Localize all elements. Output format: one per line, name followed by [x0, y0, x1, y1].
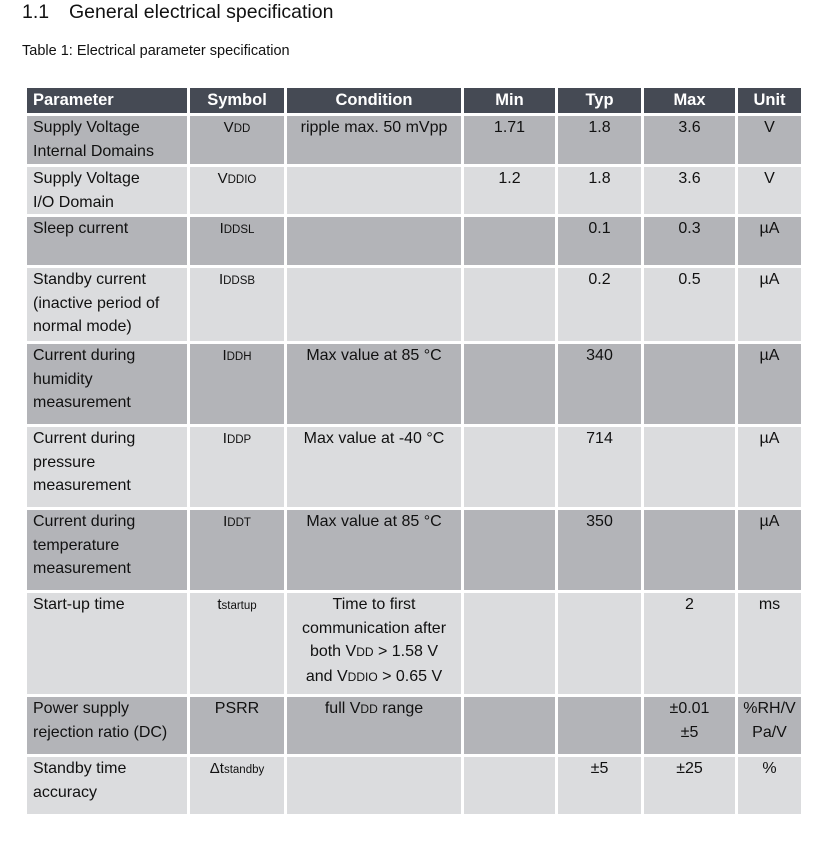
cell-line: (inactive period of: [33, 294, 160, 312]
symbol-main: I: [223, 513, 228, 530]
cell-line: Standby time: [33, 760, 127, 777]
parameter-cell: [27, 757, 187, 814]
parameter-cell: [27, 217, 187, 265]
table-row: [27, 510, 801, 590]
symbol-main: I: [222, 347, 227, 364]
unit-cell: [738, 697, 801, 754]
cell-line: Standby current: [33, 271, 146, 288]
typ-cell: 0.1: [558, 217, 641, 265]
condition-cell: [287, 217, 461, 265]
typ-cell: 1.8: [558, 167, 641, 214]
condition-cell: [287, 344, 461, 424]
symbol-subscript: DDP: [226, 434, 252, 446]
typ-cell: ±5: [558, 757, 641, 814]
min-cell: [464, 268, 555, 341]
min-cell: 1.71: [464, 116, 555, 164]
cell-line: ripple max. 50 mVpp: [300, 119, 448, 136]
header-parameter: Parameter: [27, 88, 187, 113]
cell-line: Pa/V: [752, 723, 787, 741]
symbol-subscript: DDT: [227, 517, 251, 529]
cell-line: Supply Voltage: [33, 119, 140, 136]
unit-cell: [738, 217, 801, 265]
max-cell: [644, 757, 735, 814]
parameter-cell: [27, 593, 187, 694]
unit-cell: [738, 344, 801, 424]
min-cell: [464, 217, 555, 265]
cell-line: 0.5: [678, 271, 701, 288]
section-heading: [22, 1, 333, 24]
cell-line: 0.3: [678, 220, 701, 237]
parameter-cell: [27, 697, 187, 754]
symbol-subscript: DDH: [226, 351, 252, 363]
parameter-cell: [27, 116, 187, 164]
max-cell: [644, 344, 735, 424]
cell-line: V: [764, 170, 775, 187]
symbol-main: Δt: [209, 760, 224, 777]
cell-line: ±5: [680, 723, 699, 741]
cell-line: Current during: [33, 347, 136, 364]
header-min: Min: [464, 88, 555, 113]
symbol-subscript: DD: [233, 123, 251, 135]
cell-line: Start-up time: [33, 596, 125, 613]
cell-line: ±25: [676, 760, 703, 777]
symbol-cell: [190, 344, 284, 424]
cell-line: µA: [759, 271, 780, 288]
cell-line: ±0.01: [669, 700, 710, 717]
condition-cell: [287, 116, 461, 164]
condition-cell: [287, 510, 461, 590]
symbol-subscript: DDSB: [223, 275, 256, 287]
symbol-cell: [190, 167, 284, 214]
unit-cell: [738, 593, 801, 694]
unit-cell: [738, 510, 801, 590]
table-row: [27, 344, 801, 424]
unit-cell: [738, 268, 801, 341]
header-unit: Unit: [738, 88, 801, 113]
cell-line: accuracy: [33, 783, 98, 801]
min-cell: [464, 593, 555, 694]
condition-cell: [287, 757, 461, 814]
cell-line: µA: [759, 513, 780, 530]
cell-line: normal mode): [33, 318, 132, 335]
cell-line: humidity: [33, 370, 93, 388]
max-cell: [644, 697, 735, 754]
table-row: [27, 167, 801, 214]
cell-line: Max value at -40 °C: [303, 430, 445, 447]
header-condition: Condition: [287, 88, 461, 113]
cell-line: measurement: [33, 394, 131, 411]
condition-cell: [287, 593, 461, 694]
header-symbol: Symbol: [190, 88, 284, 113]
table-row: [27, 217, 801, 265]
typ-cell: 0.2: [558, 268, 641, 341]
table-row: [27, 116, 801, 164]
header-max: Max: [644, 88, 735, 113]
unit-cell: [738, 167, 801, 214]
symbol-cell: [190, 593, 284, 694]
cell-line: V: [764, 119, 775, 136]
cell-line: communication after: [301, 619, 447, 637]
min-cell: [464, 697, 555, 754]
cell-line: %RH/V: [743, 700, 796, 717]
max-cell: [644, 116, 735, 164]
cell-line: Supply Voltage: [33, 170, 140, 187]
condition-cell: [287, 697, 461, 754]
electrical-spec-table: [24, 85, 804, 817]
cell-line: Internal Domains: [33, 142, 154, 160]
symbol-cell: [190, 116, 284, 164]
table-row: [27, 697, 801, 754]
cell-line: 3.6: [678, 119, 701, 136]
cell-line: measurement: [33, 477, 131, 494]
parameter-cell: [27, 510, 187, 590]
min-cell: [464, 427, 555, 507]
cell-line: temperature: [33, 536, 120, 554]
section-number: 1.1: [22, 1, 50, 23]
min-cell: [464, 344, 555, 424]
max-cell: [644, 593, 735, 694]
table-row: [27, 593, 801, 694]
symbol-subscript: startup: [221, 600, 257, 612]
cell-line: Max value at 85 °C: [306, 513, 442, 530]
cell-line: ms: [758, 596, 781, 613]
symbol-main: PSRR: [214, 700, 260, 717]
cell-line: Sleep current: [33, 220, 129, 237]
header-typ: Typ: [558, 88, 641, 113]
min-cell: 1.2: [464, 167, 555, 214]
symbol-main: V: [217, 170, 228, 187]
cell-line: full VDD range: [324, 700, 424, 717]
table-row: [27, 757, 801, 814]
table-row: [27, 268, 801, 341]
symbol-main: t: [217, 596, 222, 613]
cell-line: %: [762, 760, 777, 777]
symbol-cell: [190, 757, 284, 814]
cell-line: measurement: [33, 560, 131, 577]
symbol-subscript: DDIO: [227, 174, 257, 186]
cell-line: I/O Domain: [33, 193, 114, 211]
condition-cell: [287, 167, 461, 214]
cell-line: Power supply: [33, 700, 130, 717]
parameter-cell: [27, 268, 187, 341]
unit-cell: [738, 427, 801, 507]
max-cell: [644, 268, 735, 341]
parameter-cell: [27, 344, 187, 424]
cell-line: Time to first: [332, 596, 416, 613]
symbol-cell: [190, 217, 284, 265]
symbol-main: V: [223, 119, 234, 136]
symbol-cell: [190, 268, 284, 341]
cell-line: pressure: [33, 453, 96, 471]
symbol-subscript: standby: [223, 764, 265, 776]
symbol-main: I: [218, 271, 224, 288]
max-cell: [644, 427, 735, 507]
table-caption: Table 1: Electrical parameter specification: [22, 43, 290, 59]
cell-line: rejection ratio (DC): [33, 723, 168, 741]
max-cell: [644, 217, 735, 265]
max-cell: [644, 167, 735, 214]
cell-line: Current during: [33, 513, 136, 530]
cell-line: 3.6: [678, 170, 701, 187]
table-row: [27, 427, 801, 507]
max-cell: [644, 510, 735, 590]
condition-cell: [287, 268, 461, 341]
typ-cell: [558, 593, 641, 694]
cell-line: µA: [759, 347, 780, 364]
parameter-cell: [27, 167, 187, 214]
cell-line: and VDDIO > 0.65 V: [305, 667, 443, 685]
typ-cell: 1.8: [558, 116, 641, 164]
min-cell: [464, 757, 555, 814]
typ-cell: 714: [558, 427, 641, 507]
symbol-main: I: [222, 430, 227, 447]
cell-line: 2: [685, 596, 694, 613]
symbol-subscript: DDSL: [223, 224, 255, 236]
typ-cell: 340: [558, 344, 641, 424]
unit-cell: [738, 116, 801, 164]
condition-cell: [287, 427, 461, 507]
typ-cell: 350: [558, 510, 641, 590]
symbol-cell: [190, 427, 284, 507]
parameter-cell: [27, 427, 187, 507]
typ-cell: [558, 697, 641, 754]
symbol-main: I: [219, 220, 224, 237]
cell-line: Current during: [33, 430, 136, 447]
symbol-cell: [190, 510, 284, 590]
table-header-row: [27, 88, 801, 113]
cell-line: µA: [759, 220, 780, 237]
cell-line: µA: [759, 430, 780, 447]
symbol-cell: [190, 697, 284, 754]
section-title: General electrical specification: [69, 1, 334, 23]
cell-line: Max value at 85 °C: [306, 347, 442, 364]
unit-cell: [738, 757, 801, 814]
min-cell: [464, 510, 555, 590]
cell-line: both VDD > 1.58 V: [309, 643, 439, 660]
